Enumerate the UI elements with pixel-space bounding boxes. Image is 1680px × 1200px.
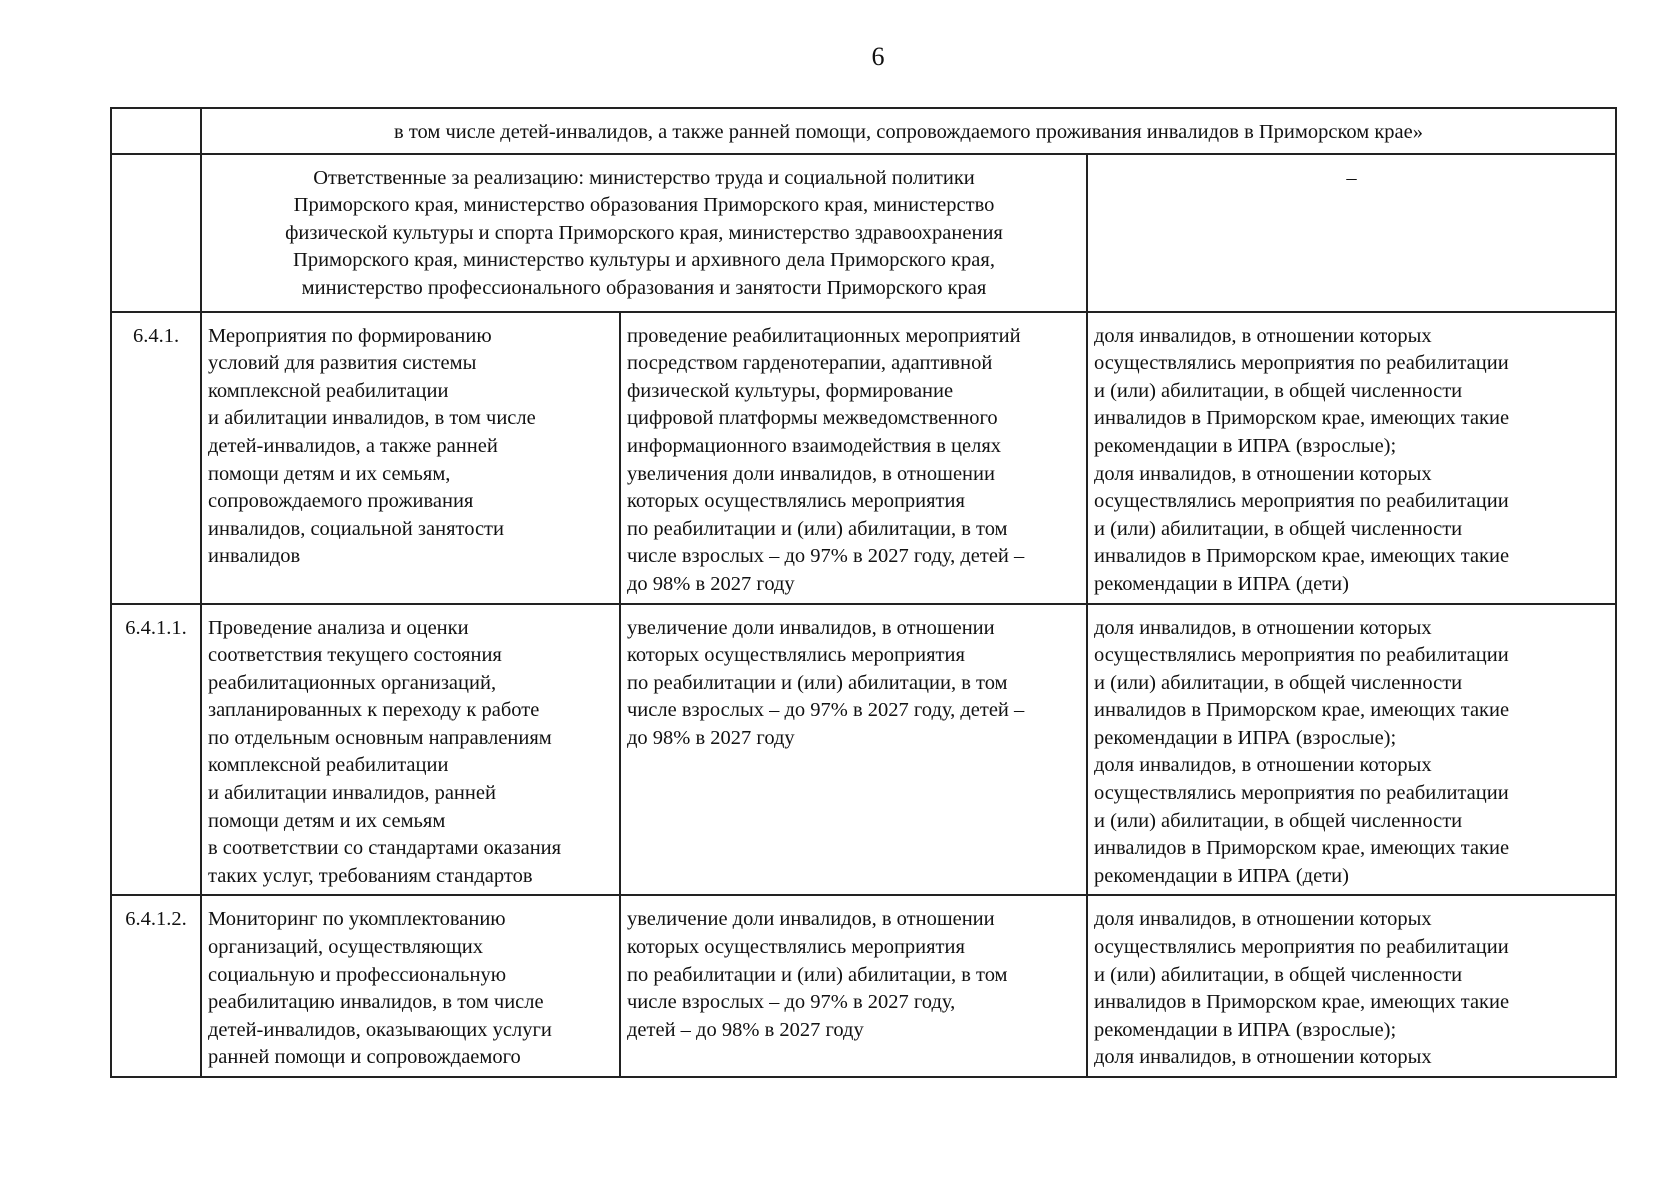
text-line: до 98% в 2027 году	[627, 572, 795, 595]
text-line: увеличение доли инвалидов, в отношении	[627, 908, 995, 931]
text-line: реабилитацию инвалидов, в том числе	[208, 991, 544, 1014]
text-line: помощи детям и их семьям,	[208, 462, 451, 485]
text-line: которых осуществлялись мероприятия	[627, 490, 965, 513]
text-line: рекомендации в ИПРА (дети)	[1094, 572, 1349, 595]
text-line: социальную и профессиональную	[208, 963, 507, 986]
text-line: таких услуг, требованиям стандартов	[208, 864, 533, 887]
responsible-executors	[201, 154, 1087, 312]
text-line: запланированных к переходу к работе	[208, 699, 540, 722]
responsible-line: Приморского края, министерство культуры и архивного дела Приморского края,	[293, 249, 995, 272]
text-line: по реабилитации и (или) абилитации, в том	[627, 517, 1008, 540]
text-line: доля инвалидов, в отношении которых	[1094, 324, 1432, 347]
responsible-line: физической культуры и спорта Приморского края, министерство здравоохранения	[285, 221, 1003, 244]
text-line: реабилитационных организаций,	[208, 671, 497, 694]
text-line: Мониторинг по укомплектованию	[208, 908, 506, 931]
expected-result	[620, 312, 1087, 604]
text-line: и абилитации инвалидов, в том числе	[208, 407, 536, 430]
title-row-number-cell	[111, 108, 201, 154]
responsible-line: Приморского края, министерство образования Приморского края, министерство	[293, 194, 995, 217]
text-line: инвалидов в Приморском крае, имеющих такие	[1094, 991, 1510, 1014]
text-line: и (или) абилитации, в общей численности	[1094, 517, 1463, 540]
row-number: 6.4.1.2.	[111, 895, 201, 1077]
responsible-line: министерство профессионального образования и занятости Приморского края	[301, 276, 987, 299]
text-line: проведение реабилитационных мероприятий	[627, 324, 1021, 347]
text-line: инвалидов в Приморском крае, имеющих такие	[1094, 699, 1510, 722]
indicator	[1087, 312, 1616, 604]
text-line: рекомендации в ИПРА (дети)	[1094, 864, 1349, 887]
text-line: в соответствии со стандартами оказания	[208, 837, 562, 860]
text-line: Мероприятия по формированию	[208, 324, 492, 347]
text-line: и (или) абилитации, в общей численности	[1094, 671, 1463, 694]
text-line: которых осуществлялись мероприятия	[627, 936, 965, 959]
text-line: комплексной реабилитации	[208, 379, 449, 402]
text-line: осуществлялись мероприятия по реабилитации	[1094, 490, 1509, 513]
title-row	[111, 108, 1616, 154]
text-line: рекомендации в ИПРА (взрослые);	[1094, 434, 1397, 457]
text-line: сопровождаемого проживания	[208, 490, 474, 513]
text-line: ранней помощи и сопровождаемого	[208, 1046, 521, 1069]
text-line: и (или) абилитации, в общей численности	[1094, 809, 1463, 832]
text-line: доля инвалидов, в отношении которых	[1094, 1046, 1432, 1069]
text-line: инвалидов	[208, 545, 301, 568]
text-line: условий для развития системы	[208, 352, 477, 375]
program-title-continuation: в том числе детей-инвалидов, а также ранней помощи, сопровождаемого проживания инвалидов в Приморском крае»	[201, 108, 1616, 154]
text-line: доля инвалидов, в отношении которых	[1094, 616, 1432, 639]
text-line: числе взрослых – до 97% в 2027 году, детей –	[627, 699, 1025, 722]
text-line: информационного взаимодействия в целях	[627, 434, 1002, 457]
text-line: помощи детям и их семьям	[208, 809, 446, 832]
text-line: доля инвалидов, в отношении которых	[1094, 754, 1432, 777]
indicator	[1087, 604, 1616, 896]
responsible-line: Ответственные за реализацию: министерство труда и социальной политики	[313, 166, 975, 189]
text-line: доля инвалидов, в отношении которых	[1094, 462, 1432, 485]
text-line: увеличение доли инвалидов, в отношении	[627, 616, 995, 639]
text-line: инвалидов в Приморском крае, имеющих такие	[1094, 837, 1510, 860]
text-line: осуществлялись мероприятия по реабилитации	[1094, 644, 1509, 667]
responsible-indicator-dash: –	[1087, 154, 1616, 312]
text-line: и (или) абилитации, в общей численности	[1094, 379, 1463, 402]
row-number: 6.4.1.1.	[111, 604, 201, 896]
text-line: доля инвалидов, в отношении которых	[1094, 908, 1432, 931]
text-line: числе взрослых – до 97% в 2027 году,	[627, 991, 956, 1014]
text-line: увеличения доли инвалидов, в отношении	[627, 462, 995, 485]
text-line: осуществлялись мероприятия по реабилитации	[1094, 782, 1509, 805]
text-line: и (или) абилитации, в общей численности	[1094, 963, 1463, 986]
text-line: рекомендации в ИПРА (взрослые);	[1094, 1018, 1397, 1041]
text-line: Проведение анализа и оценки	[208, 616, 469, 639]
text-line: детей – до 98% в 2027 году	[627, 1018, 864, 1041]
expected-result	[620, 895, 1087, 1077]
text-line: детей-инвалидов, оказывающих услуги	[208, 1018, 552, 1041]
responsible-row	[111, 154, 1616, 312]
table-row	[111, 312, 1616, 604]
indicator	[1087, 895, 1616, 1077]
text-line: и абилитации инвалидов, ранней	[208, 782, 496, 805]
text-line: до 98% в 2027 году	[627, 726, 795, 749]
row-number: 6.4.1.	[111, 312, 201, 604]
text-line: по реабилитации и (или) абилитации, в том	[627, 963, 1008, 986]
text-line: числе взрослых – до 97% в 2027 году, детей –	[627, 545, 1025, 568]
text-line: комплексной реабилитации	[208, 754, 449, 777]
text-line: по отдельным основным направлениям	[208, 726, 552, 749]
table-row	[111, 604, 1616, 896]
text-line: детей-инвалидов, а также ранней	[208, 434, 498, 457]
responsible-row-number-cell	[111, 154, 201, 312]
text-line: инвалидов в Приморском крае, имеющих такие	[1094, 545, 1510, 568]
expected-result	[620, 604, 1087, 896]
text-line: рекомендации в ИПРА (взрослые);	[1094, 726, 1397, 749]
text-line: которых осуществлялись мероприятия	[627, 644, 965, 667]
page-number: 6	[871, 42, 885, 71]
text-line: инвалидов в Приморском крае, имеющих такие	[1094, 407, 1510, 430]
text-line: осуществлялись мероприятия по реабилитации	[1094, 936, 1509, 959]
text-line: соответствия текущего состояния	[208, 644, 502, 667]
text-line: цифровой платформы межведомственного	[627, 407, 998, 430]
text-line: по реабилитации и (или) абилитации, в том	[627, 671, 1008, 694]
text-line: посредством гарденотерапии, адаптивной	[627, 352, 993, 375]
measure-name	[201, 312, 620, 604]
text-line: физической культуры, формирование	[627, 379, 954, 402]
measure-name	[201, 895, 620, 1077]
text-line: инвалидов, социальной занятости	[208, 517, 504, 540]
table-row	[111, 895, 1616, 1077]
program-table	[110, 107, 1617, 1078]
text-line: осуществлялись мероприятия по реабилитации	[1094, 352, 1509, 375]
text-line: организаций, осуществляющих	[208, 936, 483, 959]
measure-name	[201, 604, 620, 896]
